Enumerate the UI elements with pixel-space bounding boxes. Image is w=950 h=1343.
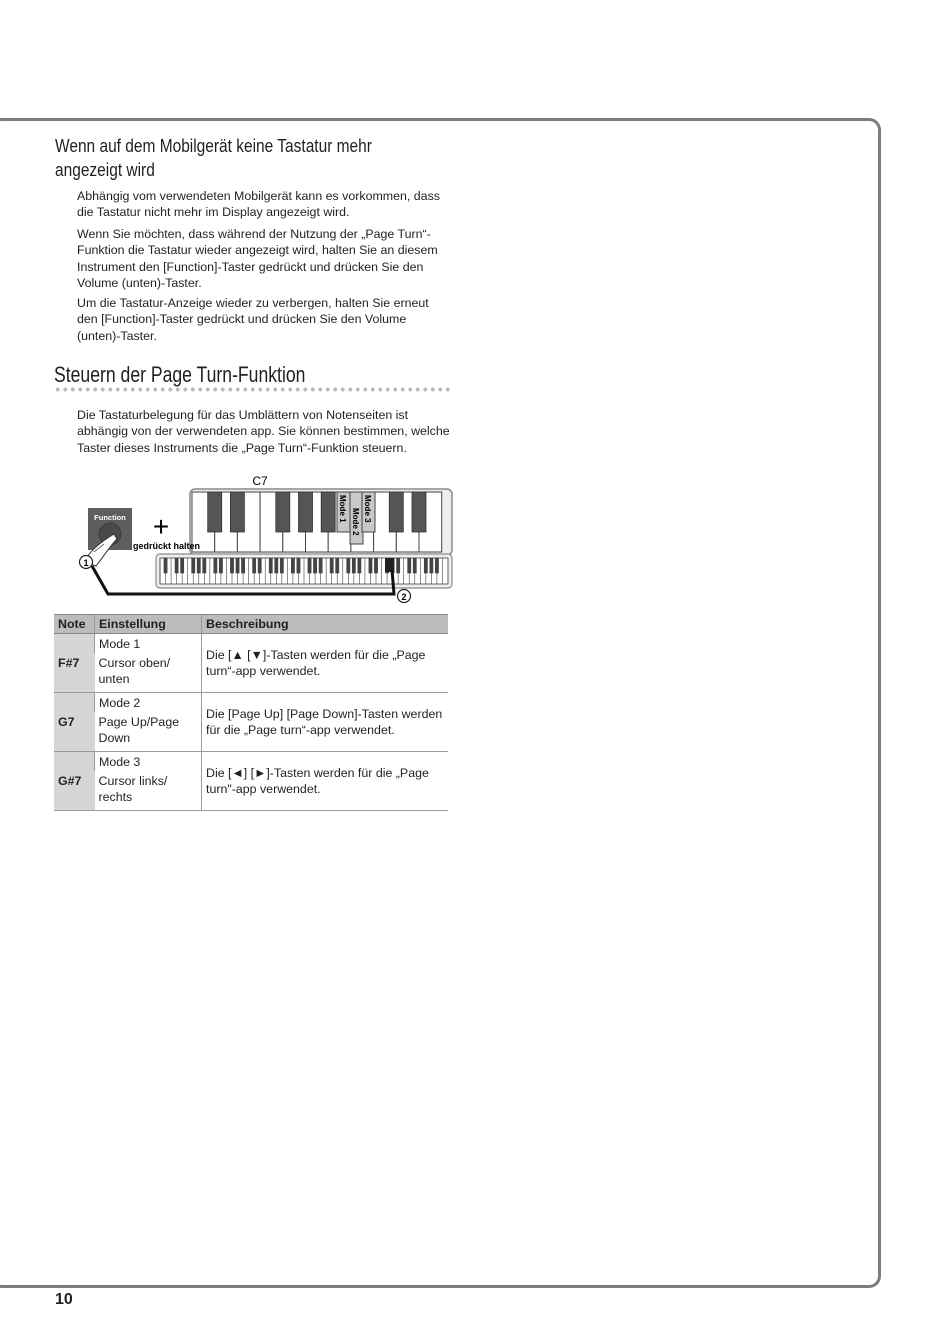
mini-black-key [408,558,411,573]
description-cell: Die [Page Up] [Page Down]-Tasten werden für die „Page turn“-app verwendet. [202,693,449,752]
mini-black-key [253,558,256,573]
mini-black-key [397,558,400,573]
black-key [389,492,403,532]
note-cell: F#7 [54,634,95,693]
header-note: Note [54,615,95,634]
mini-black-key [192,558,195,573]
setting-cell: Page Up/Page Down [95,712,202,752]
black-key [412,492,426,532]
table-row [54,693,448,713]
black-key [208,492,222,532]
svg-text:1: 1 [83,558,89,568]
paragraph-3: Um die Tastatur-Anzeige wieder zu verbergen, halten Sie erneut den [Function]-Taster gedrückt und drücken Sie den Volume (unten)-Taster. [77,296,429,343]
mini-black-key [374,558,377,573]
mini-black-key [291,558,294,573]
description-cell: Die [▲ [▼]-Tasten werden für die „Page turn“-app verwendet. [202,634,449,693]
mini-black-key [258,558,261,573]
mini-black-key [347,558,350,573]
note-cell: G#7 [54,752,95,811]
mini-black-key [214,558,217,573]
dotted-rule [54,387,450,392]
mode1-label: Mode 1 [338,495,347,523]
mini-black-key [219,558,222,573]
header-description: Beschreibung [202,615,449,634]
function-button-label: Function [94,513,126,522]
mode2-label: Mode 2 [351,508,360,536]
section-heading-page-turn: Steuern der Page Turn-Funktion [54,362,306,387]
mini-black-key [319,558,322,573]
mini-black-key [269,558,272,573]
mini-black-key [413,558,416,573]
mode-cell: Mode 3 [95,752,202,772]
svg-text:2: 2 [401,592,407,602]
mode-cell: Mode 2 [95,693,202,713]
setting-cell: Cursor oben/ unten [95,653,202,693]
hold-label: gedrückt halten [133,541,201,551]
mini-black-key [308,558,311,573]
section-heading-keyboard-hidden: Wenn auf dem Mobilgerät keine Tastatur mehr angezeigt wird [55,136,372,180]
mini-black-key [358,558,361,573]
page-turn-settings-table [54,614,448,811]
mini-black-key [297,558,300,573]
mini-black-key [369,558,372,573]
mini-black-key [175,558,178,573]
mini-black-key [313,558,316,573]
note-cell: G7 [54,693,95,752]
mini-black-key [280,558,283,573]
mini-black-key [352,558,355,573]
mini-black-key [164,558,167,573]
mini-black-key [236,558,239,573]
mini-black-key [435,558,438,573]
black-key [230,492,244,532]
step-1-marker [80,556,93,569]
mini-black-key [330,558,333,573]
paragraph-1: Abhängig vom verwendeten Mobilgerät kann es vorkommen, dass die Tastatur nicht mehr im Display angezeigt wird. [77,189,440,220]
mini-black-key [241,558,244,573]
header-setting: Einstellung [95,615,202,634]
mini-black-key [181,558,184,573]
mode-cell: Mode 1 [95,634,202,654]
table-row [54,752,448,772]
mode3-label: Mode 3 [363,495,372,523]
mini-black-key [197,558,200,573]
black-key [321,492,335,532]
intro-paragraph: Die Tastaturbelegung für das Umblättern von Notenseiten ist abhängig von der verwendeten app. Sie können bestimmen, welche Taster dieses Instruments die „Page Turn“-Funktion steuern. [77,408,450,455]
paragraph-2: Wenn Sie möchten, dass während der Nutzung der „Page Turn“-Funktion die Tastatur wieder angezeigt wird, halten Sie an diesem Instrument den [Function]-Taster gedrückt und drücken Sie den Volume (unten)-Taster. [77,227,438,291]
mini-black-key [275,558,278,573]
black-key [299,492,313,532]
mini-black-key [336,558,339,573]
description-cell: Die [◄] [►]-Tasten werden für die „Page turn"-app verwendet. [202,752,449,811]
black-key [276,492,290,532]
step-2-marker [398,590,411,603]
page-number: 10 [55,1291,73,1308]
plus-sign: + [152,511,170,542]
table-row [54,634,448,654]
full-keyboard [156,554,452,588]
mini-black-key [424,558,427,573]
keyboard-diagram [54,470,454,610]
mini-black-key [430,558,433,573]
c7-label: C7 [252,474,268,488]
setting-cell: Cursor links/ rechts [95,771,202,811]
mini-black-key [203,558,206,573]
mini-black-key [230,558,233,573]
